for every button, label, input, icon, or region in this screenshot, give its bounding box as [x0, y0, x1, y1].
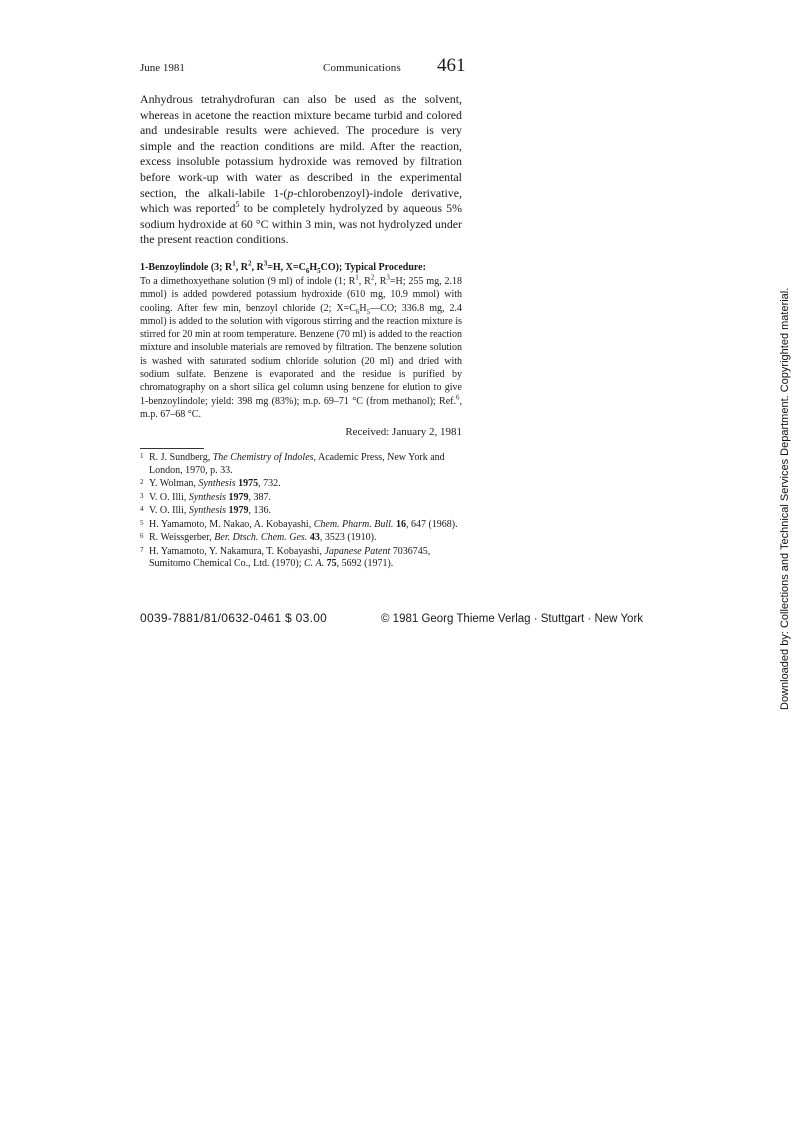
reference-item — [140, 519, 462, 532]
running-header-section: Communications — [323, 62, 401, 74]
reference-item — [140, 505, 462, 518]
reference-text: H. Yamamoto, M. Nakao, A. Kobayashi, Chem. Pharm. Bull. 16, 647 (1968). — [149, 518, 458, 530]
reference-item — [140, 478, 462, 491]
references-divider — [140, 448, 204, 449]
publisher-copyright: © 1981 Georg Thieme Verlag · Stuttgart · New York — [381, 613, 644, 625]
reference-text: V. O. Illi, Synthesis 1979, 387. — [149, 491, 272, 503]
reference-text: Y. Wolman, Synthesis 1975, 732. — [149, 478, 281, 489]
reference-number: 1 — [140, 452, 144, 460]
procedure-text: To a dimethoxyethane solution (9 ml) of indole (1; $R^1$, $R^2$, $R^3=H$; 255 mg, 2.18 mmol) is added powdered potassium hydroxide (610 mg, 10.9 mmol) with cooling. After few min, benzoyl chloride (2; $X=C_6H_5—CO$; 336.8 mg, 2.4 mmol) is added to the solution with vigorous stirring and the reaction mixture is stirred for 20 min at room temperature. Benzene (70 ml) is added to the reaction mixture and insoluble materials are removed by filtration. The benzene solution is washed with saturated sodium chloride solution (20 ml) and dried with sodium sulfate. Benzene is evaporated and the residue is purified by chromatography on a short silica gel column using benzene for elution to give 1-benzoylindole; yield: 398 mg (83%); m.p. 69–71 °C (from methanol); Ref.$^6$, m.p. 67–68 °C. — [140, 273, 463, 420]
reference-item — [140, 452, 462, 477]
running-header-date: June 1981 — [140, 62, 185, 74]
reference-number: 3 — [140, 491, 144, 500]
reference-item — [140, 492, 462, 505]
received-date: Received: January 2, 1981 — [345, 426, 462, 438]
reference-item — [140, 532, 462, 545]
reference-item — [140, 546, 462, 571]
reference-list — [140, 452, 462, 572]
page-number: 461 — [437, 55, 466, 76]
reference-text: H. Yamamoto, Y. Nakamura, T. Kobayashi, Japanese Patent 7036745, Sumitomo Chemical Co., Ltd. (1970); C. A. 75, 5692 (1971). — [149, 545, 431, 569]
article-code: 0039-7881/81/0632-0461 $ 03.00 — [140, 611, 328, 625]
reference-number: 5 — [140, 518, 144, 527]
reference-number: 7 — [140, 545, 144, 554]
procedure-heading: 1-Benzoylindole (3; $R^1$, $R^2$, $R^3=H$, $X=C_6H_5CO$); Typical Procedure: — [140, 259, 426, 275]
reference-number: 6 — [140, 532, 144, 540]
download-watermark: Downloaded by: Collections and Technical Services Department. Copyrighted material. — [779, 287, 791, 710]
reference-text: R. J. Sundberg, The Chemistry of Indoles, Academic Press, New York and London, 1970, p. 33. — [149, 452, 445, 476]
body-paragraph: Anhydrous tetrahydrofuran can also be used as the solvent, whereas in acetone the reaction mixture became turbid and colored and undesirable results were achieved. The procedure is very simple and the reaction conditions are mild. After the reaction, excess insoluble potassium hydroxide was removed by filtration before work-up with water as described in the experimental section, the alkali-labile 1-(p-chlorobenzoyl)-indole derivative, which was reported$^5$ to be completely hydrolyzed by aqueous 5% sodium hydroxide at 60 °C within 3 min, was not hydrolyzed under the present reaction conditions. — [140, 92, 462, 247]
reference-text: V. O. Illi, Synthesis 1979, 136. — [149, 505, 272, 516]
reference-text: R. Weissgerber, Ber. Dtsch. Chem. Ges. 43, 3523 (1910). — [149, 532, 377, 543]
reference-number: 2 — [140, 478, 144, 486]
reference-number: 4 — [140, 505, 144, 513]
